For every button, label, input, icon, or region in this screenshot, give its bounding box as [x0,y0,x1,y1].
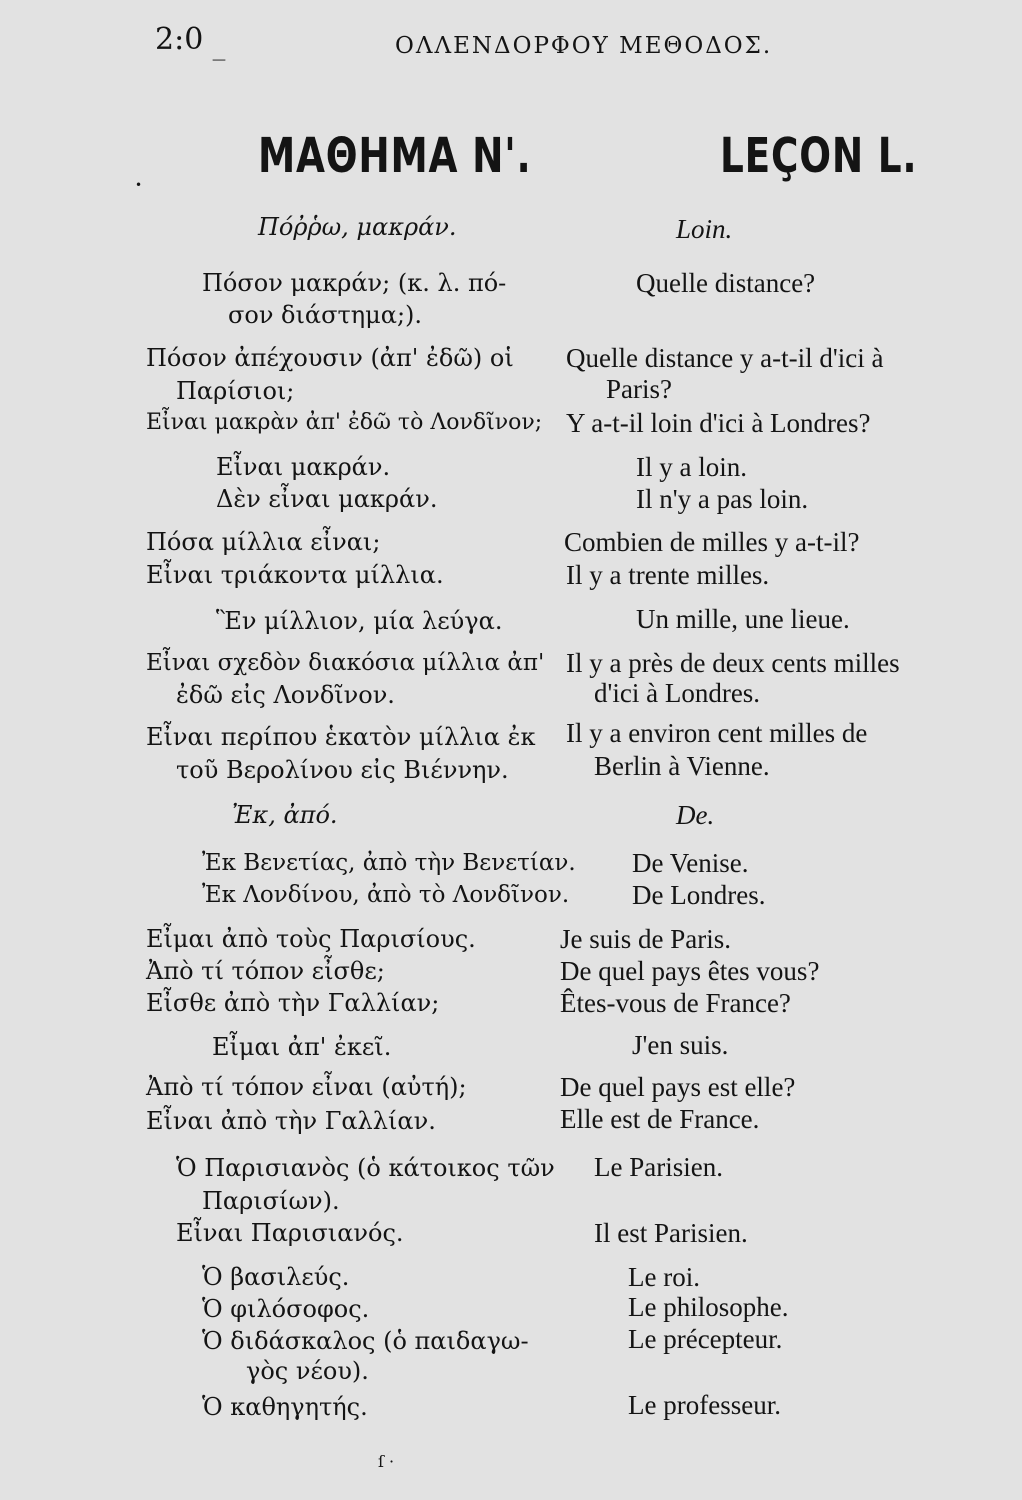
greek-line: Πόσον ἀπέχουσιν (ἀπ' ἐδῶ) οἱ [146,344,514,372]
greek-line: Εἶναι περίπου ἑκατὸν μίλλια ἐκ [146,723,536,751]
greek-line: Εἶναι ἀπὸ τὴν Γαλλίαν. [146,1107,436,1135]
greek-line: Εἶναι μακρὰν ἀπ' ἐδῶ τὸ Λονδῖνον; [146,410,543,435]
french-line: Le roi. [628,1262,700,1292]
greek-line: Ἓν μίλλιον, μία λεύγα. [216,607,503,635]
greek-line: Πόσα μίλλια εἶναι; [146,528,381,556]
lesson-title-greek: ΜΑΘΗΜΑ Ν'. [258,128,532,184]
french-line: De Venise. [632,848,749,878]
header-dash: — [212,52,226,68]
greek-line: Εἶναι σχεδὸν διακόσια μίλλια ἀπ' [146,650,545,676]
greek-line: Εἶναι τριάκοντα μίλλια. [146,561,444,589]
greek-line: Ὁ διδάσκαλος (ὁ παιδαγω- [202,1327,529,1355]
french-line: Il y a loin. [636,452,747,482]
greek-line: τοῦ Βερολίνου εἰς Βιέννην. [176,756,509,784]
greek-line: Ἀπὸ τί τόπον εἶσθε; [146,957,385,985]
greek-line: Παρισίων). [202,1187,340,1215]
greek-line: Πόῤῥω, μακράν. [258,213,457,241]
french-line: De quel pays êtes vous? [560,956,820,986]
french-line: Il y a près de deux cents milles [566,648,900,678]
greek-line: Εἶμαι ἀπὸ τοὺς Παρισίους. [146,925,476,953]
lesson-title-french: LEÇON L. [720,128,918,184]
french-line: Il est Parisien. [594,1218,748,1248]
greek-line: Εἶμαι ἀπ' ἐκεῖ. [212,1033,392,1061]
french-line: Elle est de France. [560,1104,760,1134]
french-line: De. [676,800,715,830]
french-line: Un mille, une lieue. [636,604,850,634]
greek-line: Δὲν εἶναι μακράν. [216,485,438,513]
french-line: d'ici à Londres. [594,678,761,708]
french-line: Loin. [676,214,733,244]
greek-line: Ὁ Παρισιανὸς (ὁ κάτοικος τῶν [176,1154,555,1182]
page-number: 2:0 [155,22,204,57]
greek-line: Ἐκ Λονδίνου, ἀπὸ τὸ Λονδῖνον. [202,882,570,908]
greek-line: Ἐκ, ἀπό. [232,801,338,829]
french-line: De quel pays est elle? [560,1072,796,1102]
greek-line: Ἐκ Βενετίας, ἀπὸ τὴν Βενετίαν. [202,850,576,876]
greek-line: σον διάστημα;). [228,301,423,329]
ink-dot: • [135,178,143,192]
french-line: De Londres. [632,880,766,910]
french-line: Le précepteur. [628,1324,783,1354]
greek-line: Ὁ φιλόσοφος. [202,1295,370,1323]
french-line: Il y a environ cent milles de [566,718,868,748]
running-title: ΟΛΛΕΝΔΟΡΦΟΥ ΜΕΘΟΔΟΣ. [395,33,773,59]
greek-line: Εἶσθε ἀπὸ τὴν Γαλλίαν; [146,989,440,1017]
french-line: Il y a trente milles. [566,560,770,590]
footer-ink-mark: ſ · [378,1452,395,1471]
french-line: Berlin à Vienne. [594,751,770,781]
french-line: Il n'y a pas loin. [636,484,809,514]
greek-line: Ὁ βασιλεύς. [202,1263,350,1291]
greek-line: ἐδῶ εἰς Λονδῖνον. [176,681,395,709]
french-line: Êtes-vous de France? [560,988,791,1018]
french-line: Le professeur. [628,1390,781,1420]
greek-line: Πόσον μακράν; (κ. λ. πό- [202,269,507,297]
french-line: Je suis de Paris. [560,924,731,954]
french-line: Le philosophe. [628,1292,789,1322]
french-line: Y a-t-il loin d'ici à Londres? [566,408,871,438]
greek-line: Παρίσιοι; [176,377,295,405]
greek-line: Ὁ καθηγητής. [202,1393,368,1421]
greek-line: Εἶναι μακράν. [216,453,391,481]
greek-line: Εἶναι Παρισιανός. [176,1219,404,1247]
french-line: Le Parisien. [594,1152,723,1182]
french-line: Quelle distance y a-t-il d'ici à [566,343,884,373]
greek-line: Ἀπὸ τί τόπον εἶναι (αὐτή); [146,1073,467,1101]
french-line: Paris? [606,374,672,404]
french-line: Quelle distance? [636,268,816,298]
french-line: Combien de milles y a-t-il? [564,527,860,557]
french-line: J'en suis. [632,1030,729,1060]
greek-line: γὸς νέου). [246,1357,369,1385]
